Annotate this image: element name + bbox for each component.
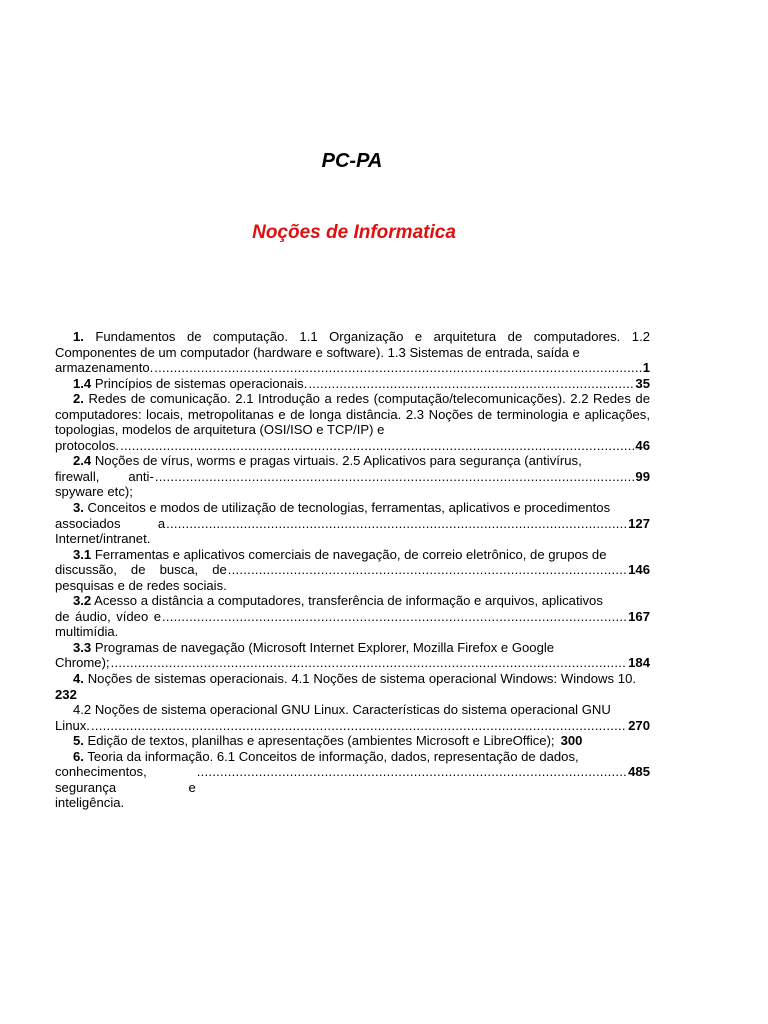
dot-leader — [111, 655, 628, 671]
toc-entry-text-end: Princípios de sistemas operacionais. — [91, 375, 308, 391]
toc-page-number: 35 — [635, 375, 650, 391]
toc-entry-number: 3.3 — [73, 639, 92, 655]
toc-entry-text: Teoria da informação. 6.1 Conceitos de informação, dados, representação de dados, — [83, 748, 579, 764]
toc-entry-text: Programas de navegação (Microsoft Internet Explorer, Mozilla Firefox e Google — [91, 639, 555, 655]
dot-leader — [120, 438, 634, 454]
toc-entry-text: Conceitos e modos de utilização de tecnologias, ferramentas, aplicativos e procedimentos — [83, 500, 611, 516]
table-of-contents — [55, 329, 650, 811]
toc-entry-text: Edição de textos, planilhas e apresentações (ambientes Microsoft e LibreOffice); — [83, 733, 555, 749]
dot-leader — [91, 718, 627, 734]
toc-entry-text: Redes de comunicação. 2.1 Introdução a redes (computação/telecomunicações). 2.2 Redes de computadores: locais, metropolitanas e de longa distância. 2.3 Noções de terminologia e aplicações, topologias, modelos de arquitetura (OSI/ISO e TCP/IP) e — [55, 391, 650, 438]
toc-entry-text: Fundamentos de computação. 1.1 Organização e arquitetura de computadores. 1.2 Componentes de um computador (hardware e software). 1.3 Sistemas de entrada, saída e — [55, 329, 650, 360]
document-subtitle: Noções de Informatica — [252, 222, 456, 243]
toc-entry-3-1[interactable] — [55, 547, 650, 594]
toc-page-number: 485 — [628, 764, 650, 780]
document-title: PC-PA — [321, 150, 383, 172]
toc-entry-number: 3.1 — [73, 546, 92, 562]
toc-entry-4-2[interactable] — [55, 702, 650, 733]
toc-entry-text: Noções de sistemas operacionais. 4.1 Noções de sistema operacional Windows: Windows 10. — [83, 671, 636, 687]
toc-entry-text-end: firewall, anti-spyware etc); — [55, 468, 154, 500]
toc-page-number: 1 — [642, 360, 650, 376]
toc-entry-text-end: Chrome); — [55, 655, 110, 671]
toc-entry-6[interactable] — [55, 749, 650, 811]
toc-entry-2-4[interactable] — [55, 453, 650, 500]
toc-page-number: 300 — [560, 733, 583, 749]
toc-entry-text: 4.2 Noções de sistema operacional GNU Linux. Características do sistema operacional GNU — [73, 702, 611, 718]
toc-entry-text: Ferramentas e aplicativos comerciais de navegação, de correio eletrônico, de grupos de — [91, 546, 607, 562]
toc-entry-number: 6. — [73, 748, 84, 764]
toc-entry-2[interactable] — [55, 391, 650, 453]
toc-entry-number: 2.4 — [73, 453, 92, 469]
toc-entry-text-end: de áudio, vídeo e multimídia. — [55, 608, 162, 640]
dot-leader — [162, 609, 627, 625]
toc-page-number: 270 — [628, 717, 650, 733]
toc-entry-number: 3.2 — [73, 593, 92, 609]
toc-page-number: 127 — [628, 515, 650, 531]
toc-entry-3-3[interactable] — [55, 640, 650, 671]
toc-entry-text-end: Linux. — [55, 717, 90, 733]
toc-entry-number: 3. — [73, 500, 84, 516]
toc-entry-number: 1.4 — [73, 375, 92, 391]
dot-leader — [155, 469, 635, 485]
toc-entry-4[interactable] — [55, 671, 650, 702]
toc-entry-number: 2. — [73, 391, 84, 407]
dot-leader — [197, 764, 627, 780]
toc-entry-number: 1. — [73, 329, 84, 344]
toc-entry-text-end: conhecimentos, segurança e inteligência. — [55, 764, 196, 811]
toc-entry-text-end: armazenamento. — [55, 360, 154, 376]
toc-entry-text: Acesso a distância a computadores, transferência de informação e arquivos, aplicativos — [91, 593, 603, 609]
toc-entry-number: 4. — [73, 671, 84, 687]
toc-entry-3-2[interactable] — [55, 593, 650, 640]
toc-page-number: 232 — [55, 686, 77, 702]
toc-entry-1[interactable] — [55, 329, 650, 376]
toc-page-number: 167 — [628, 608, 650, 624]
dot-leader — [154, 360, 641, 376]
toc-entry-text-end: associados a Internet/intranet. — [55, 515, 166, 547]
dot-leader — [308, 376, 634, 392]
toc-page-number: 146 — [628, 562, 650, 578]
toc-page-number: 99 — [635, 468, 650, 484]
dot-leader — [228, 562, 627, 578]
toc-entry-text-end: protocolos. — [55, 437, 120, 453]
toc-entry-text: Noções de vírus, worms e pragas virtuais. 2.5 Aplicativos para segurança (antivírus, — [91, 453, 582, 469]
toc-entry-5[interactable] — [55, 733, 650, 749]
toc-entry-number: 5. — [73, 733, 84, 749]
toc-entry-text-end: discussão, de busca, de pesquisas e de redes sociais. — [55, 562, 227, 593]
toc-entry-1-4[interactable] — [55, 376, 650, 392]
toc-page-number: 184 — [628, 655, 650, 671]
dot-leader — [166, 516, 627, 532]
toc-entry-3[interactable] — [55, 500, 650, 547]
toc-page-number: 46 — [635, 437, 650, 453]
